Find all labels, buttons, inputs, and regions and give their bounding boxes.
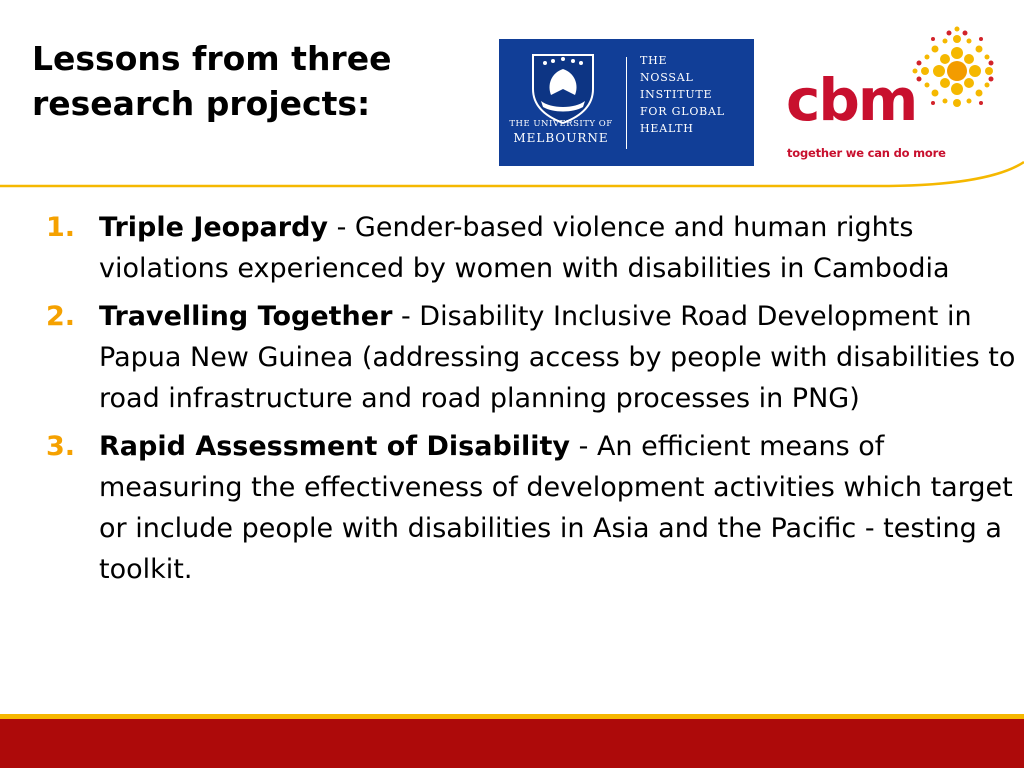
slide-title	[32, 36, 391, 126]
cbm-dots-icon	[905, 25, 995, 115]
unimelb-line-2: MELBOURNE	[513, 131, 609, 145]
list-item	[46, 426, 1016, 590]
university-of-melbourne-logo	[499, 39, 754, 166]
cbm-tagline: together we can do more	[787, 146, 946, 160]
cbm-wordmark: cbm	[786, 66, 917, 134]
unimelb-line-1: THE UNIVERSITY OF	[509, 119, 613, 129]
item-title: Triple Jeopardy	[99, 212, 329, 243]
nossal-line: NOSSAL	[640, 71, 694, 84]
nossal-institute-wordmark	[640, 52, 725, 137]
list-item	[46, 207, 1016, 289]
item-number: 3.	[46, 431, 76, 462]
nossal-line: FOR GLOBAL	[640, 105, 725, 118]
item-text: - Gender-based violence and human rights violations experienced by women with disabilities in Cambodia	[99, 212, 950, 284]
header-swoosh-line	[0, 160, 1024, 200]
item-title: Rapid Assessment of Disability	[99, 431, 571, 462]
nossal-line: THE	[640, 54, 668, 67]
nossal-line: HEALTH	[640, 122, 694, 135]
title-line-1: Lessons from three	[32, 39, 392, 78]
list-item	[46, 296, 1016, 419]
project-list	[46, 207, 1016, 597]
nossal-line: INSTITUTE	[640, 88, 713, 101]
unimelb-wordmark	[503, 119, 619, 146]
item-number: 2.	[46, 301, 76, 332]
title-line-2: research projects:	[32, 84, 371, 123]
footer-bar	[0, 719, 1024, 768]
item-text: - Disability Inclusive Road Development in Papua New Guinea (addressing access by people with disabilities to road infrastructure and road planning processes in PNG)	[99, 301, 1016, 414]
item-text: - An efficient means of measuring the effectiveness of development activities which target or include people with disabilities in Asia and the Pacific - testing a toolkit.	[99, 431, 1013, 585]
item-number: 1.	[46, 212, 76, 243]
logo-divider	[626, 57, 627, 149]
item-title: Travelling Together	[99, 301, 393, 332]
